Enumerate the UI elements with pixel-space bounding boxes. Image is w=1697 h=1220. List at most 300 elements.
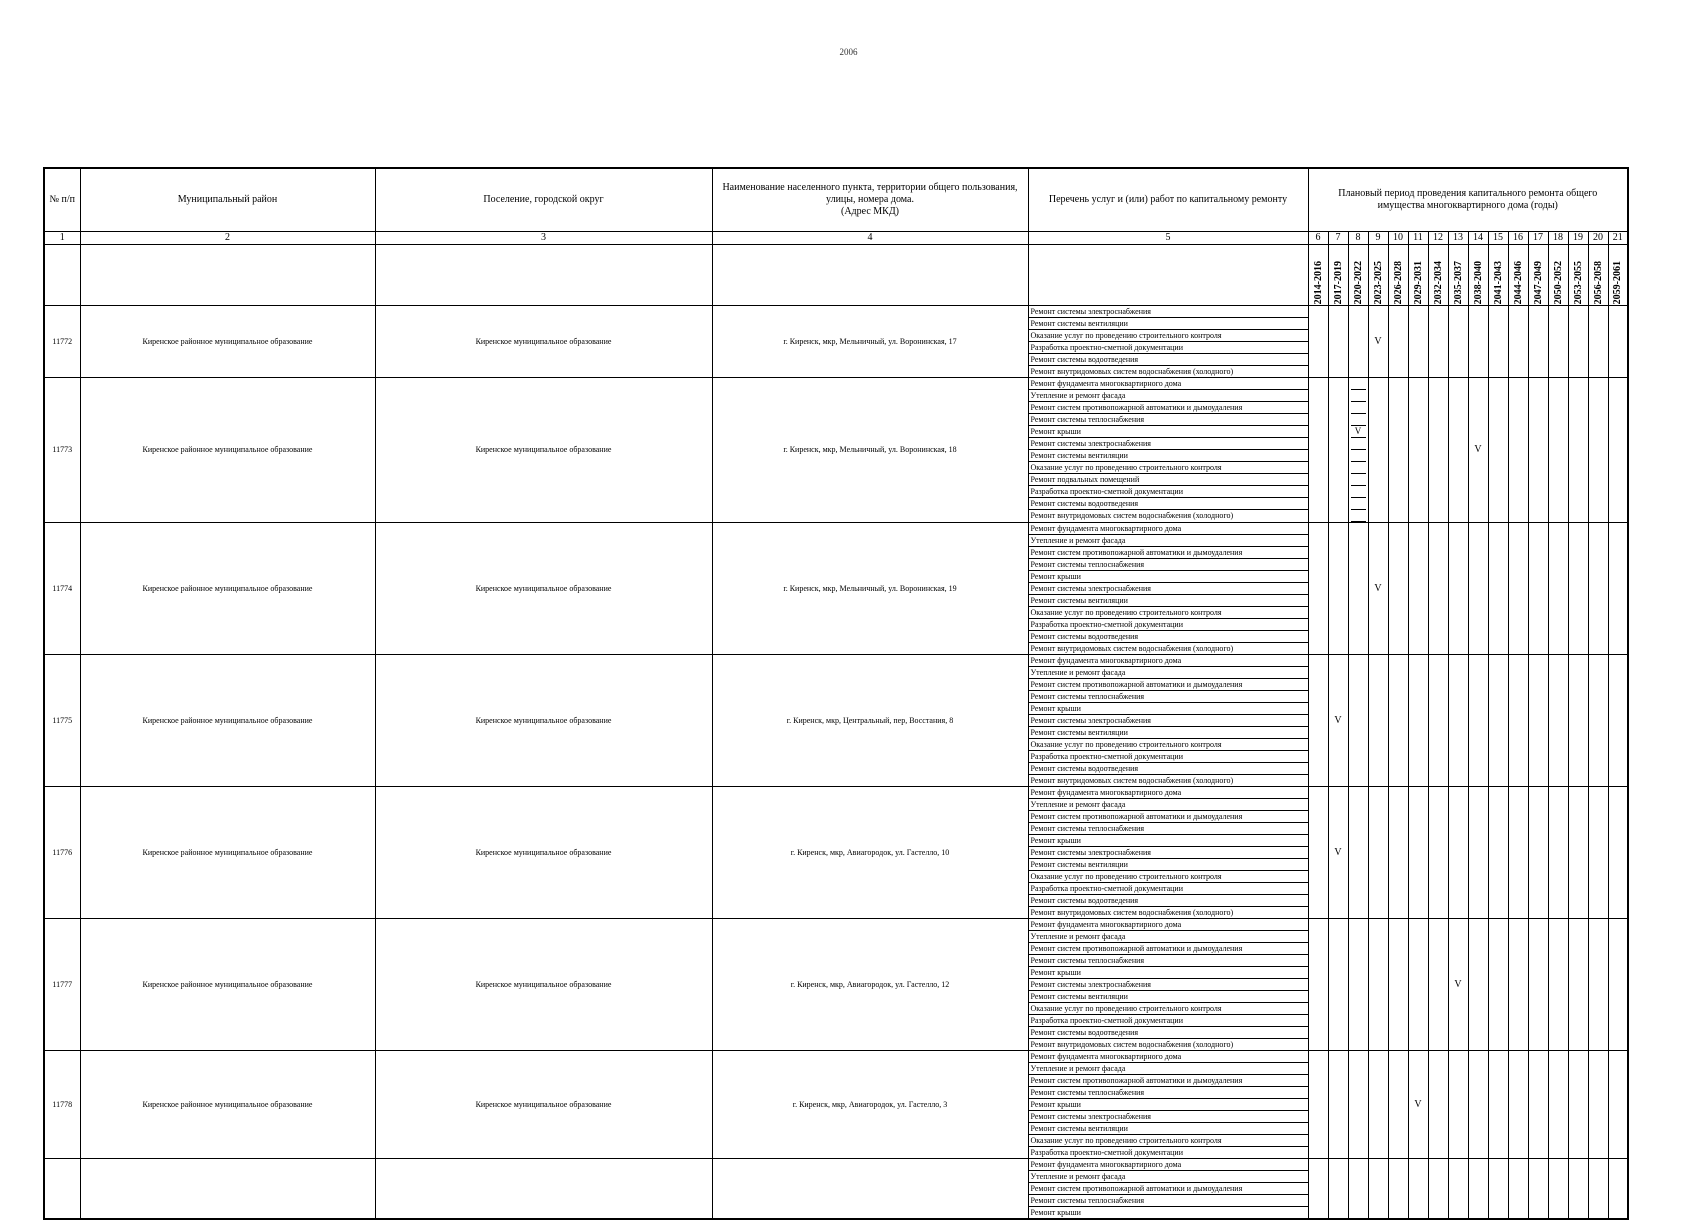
year-cell: [1488, 1050, 1508, 1158]
row-address: г. Киренск, мкр, Авиагородок, ул. Гастелло, 3: [712, 1050, 1028, 1158]
header-works: Перечень услуг и (или) работ по капитальному ремонту: [1028, 168, 1308, 231]
row-settlement: Киренское муниципальное образование: [375, 377, 712, 522]
year-cell: [1368, 918, 1388, 1050]
year-cell: [1308, 918, 1328, 1050]
table-row: [44, 377, 1628, 522]
year-cell: [1448, 522, 1468, 654]
row-settlement: Киренское муниципальное образование: [375, 522, 712, 654]
year-cell: [1548, 786, 1568, 918]
work-item: Ремонт крыши: [1029, 426, 1308, 438]
work-item: Ремонт системы водоотведения: [1029, 1027, 1308, 1039]
work-item: Ремонт системы вентиляции: [1029, 450, 1308, 462]
year-cell: [1508, 786, 1528, 918]
year-sub-line: [1351, 486, 1366, 498]
work-item: Ремонт системы вентиляции: [1029, 595, 1308, 607]
year-cell: [1448, 1050, 1468, 1158]
year-sub-line: [1351, 414, 1366, 426]
year-cell: [1308, 1158, 1328, 1219]
column-number-7: 7: [1328, 231, 1348, 244]
year-cell: [1528, 918, 1548, 1050]
year-cell: [1388, 1050, 1408, 1158]
year-cell: [1548, 377, 1568, 522]
year-cell: [1428, 654, 1448, 786]
year-cell: [1568, 654, 1588, 786]
year-range-header: [1468, 244, 1488, 305]
row-municipality: Киренское районное муниципальное образование: [80, 786, 375, 918]
row-settlement: Киренское муниципальное образование: [375, 1050, 712, 1158]
year-cell: [1308, 654, 1328, 786]
year-range-label: 2047-2049: [1532, 261, 1544, 305]
work-item: Ремонт внутридомовых систем водоснабжения (холодного): [1030, 366, 1234, 376]
year-cell: [1428, 522, 1448, 654]
row-works-list: [1028, 305, 1308, 377]
work-item: Ремонт подвальных помещений: [1029, 474, 1308, 486]
year-sub-line: [1351, 474, 1366, 486]
row-works-list: [1028, 918, 1308, 1050]
year-cell: [1388, 654, 1408, 786]
year-cell: [1308, 305, 1328, 377]
year-sub-line: [1351, 450, 1366, 462]
work-item: Ремонт фундамента многоквартирного дома: [1029, 1159, 1308, 1171]
work-item: Разработка проектно-сметной документации: [1029, 342, 1308, 354]
year-range-header: [1408, 244, 1428, 305]
work-item: Ремонт крыши: [1029, 1099, 1308, 1111]
work-item: Ремонт систем противопожарной автоматики и дымоудаления: [1029, 547, 1308, 559]
row-municipality: Киренское районное муниципальное образование: [80, 522, 375, 654]
column-number-19: 19: [1568, 231, 1588, 244]
header-number: № п/п: [44, 168, 80, 231]
year-sub-line: [1351, 498, 1366, 510]
work-item: Разработка проектно-сметной документации: [1029, 883, 1308, 895]
year-sub-line: [1351, 402, 1366, 414]
year-cell: [1388, 918, 1408, 1050]
year-cell: [1528, 1158, 1548, 1219]
year-sub-mark: V: [1351, 426, 1366, 438]
work-item: Ремонт системы теплоснабжения: [1029, 691, 1308, 703]
year-cell: [1528, 786, 1548, 918]
work-item: Ремонт системы вентиляции: [1029, 859, 1308, 871]
row-number: 11777: [44, 918, 80, 1050]
work-item: Разработка проектно-сметной документации: [1029, 619, 1308, 631]
year-cell: [1468, 522, 1488, 654]
year-range-label: 2020-2022: [1352, 261, 1364, 305]
work-item: Ремонт системы электроснабжения: [1029, 583, 1308, 595]
work-item: Ремонт системы электроснабжения: [1029, 1111, 1308, 1123]
year-cell: [1328, 1158, 1348, 1219]
work-item: Ремонт системы водоотведения: [1029, 498, 1308, 510]
year-range-label: 2053-2055: [1572, 261, 1584, 305]
column-number-10: 10: [1388, 231, 1408, 244]
column-number-8: 8: [1348, 231, 1368, 244]
column-number-16: 16: [1508, 231, 1528, 244]
work-item: Ремонт систем противопожарной автоматики и дымоудаления: [1029, 402, 1308, 414]
year-cell: [1328, 918, 1348, 1050]
year-cell: [1528, 377, 1548, 522]
year-cell: [1548, 1050, 1568, 1158]
year-row-blank: [375, 244, 712, 305]
year-cell: [1348, 305, 1368, 377]
year-cell: [1588, 1050, 1608, 1158]
year-range-label: 2044-2046: [1512, 261, 1524, 305]
work-item: Ремонт крыши: [1030, 1207, 1081, 1217]
row-municipality: Киренское районное муниципальное образование: [80, 305, 375, 377]
year-sub-line: [1351, 438, 1366, 450]
work-item: Ремонт системы электроснабжения: [1029, 847, 1308, 859]
work-item: Оказание услуг по проведению строительного контроля: [1029, 739, 1308, 751]
work-item: Ремонт крыши: [1029, 835, 1308, 847]
work-item: Ремонт внутридомовых систем водоснабжения (холодного): [1030, 510, 1234, 520]
year-cell: [1508, 1050, 1528, 1158]
year-cell: [1408, 305, 1428, 377]
year-cell: [1528, 654, 1548, 786]
year-cell: [1388, 305, 1408, 377]
header-planned-period: Плановый период проведения капитального ремонта общего имущества многоквартирного дома (годы): [1308, 168, 1628, 231]
year-cell: [1488, 522, 1508, 654]
year-range-header: [1328, 244, 1348, 305]
year-cell: [1508, 654, 1528, 786]
year-cell: [1368, 654, 1388, 786]
year-cell: [1408, 377, 1428, 522]
row-works-list: [1028, 377, 1308, 522]
year-cell: [1488, 377, 1508, 522]
work-item: Ремонт системы вентиляции: [1029, 1123, 1308, 1135]
year-cell: [1348, 918, 1368, 1050]
row-municipality: [80, 1158, 375, 1219]
work-item: Ремонт систем противопожарной автоматики и дымоудаления: [1029, 679, 1308, 691]
column-number-11: 11: [1408, 231, 1428, 244]
capital-repair-schedule-table: [43, 167, 1629, 1220]
table-row: [44, 522, 1628, 654]
work-item: Ремонт системы водоотведения: [1029, 354, 1308, 366]
year-cell: [1488, 786, 1508, 918]
year-cell: [1348, 786, 1368, 918]
row-number: 11773: [44, 377, 80, 522]
year-cell: [1608, 918, 1628, 1050]
year-row-blank: [1028, 244, 1308, 305]
year-cell: [1348, 1158, 1368, 1219]
year-cell: [1308, 786, 1328, 918]
year-cell: [1388, 377, 1408, 522]
year-cell: [1448, 1158, 1468, 1219]
year-range-label: 2059-2061: [1612, 261, 1624, 305]
year-cell: [1428, 1158, 1448, 1219]
column-number-15: 15: [1488, 231, 1508, 244]
work-item: Ремонт системы электроснабжения: [1029, 306, 1308, 318]
year-cell: [1548, 305, 1568, 377]
work-item: Ремонт системы электроснабжения: [1029, 979, 1308, 991]
column-number-18: 18: [1548, 231, 1568, 244]
table-row: [44, 786, 1628, 918]
year-cell: [1588, 377, 1608, 522]
year-cell: [1548, 654, 1568, 786]
year-cell: [1608, 1050, 1628, 1158]
year-mark: V: [1368, 305, 1388, 377]
year-cell: [1408, 1158, 1428, 1219]
year-cell: [1588, 918, 1608, 1050]
year-mark: V: [1448, 918, 1468, 1050]
row-number: 11776: [44, 786, 80, 918]
work-item: Ремонт систем противопожарной автоматики и дымоудаления: [1029, 943, 1308, 955]
year-cell: [1328, 522, 1348, 654]
year-mark: V: [1328, 654, 1348, 786]
work-item: Оказание услуг по проведению строительного контроля: [1029, 330, 1308, 342]
year-cell: [1508, 522, 1528, 654]
year-cell: [1428, 1050, 1448, 1158]
work-item: Ремонт фундамента многоквартирного дома: [1029, 523, 1308, 535]
column-number-14: 14: [1468, 231, 1488, 244]
year-cell: [1468, 786, 1488, 918]
year-cell: [1568, 1158, 1588, 1219]
year-mark: V: [1328, 786, 1348, 918]
year-cell: [1548, 1158, 1568, 1219]
year-range-header: [1368, 244, 1388, 305]
row-number: [44, 1158, 80, 1219]
row-number: 11778: [44, 1050, 80, 1158]
year-range-header: [1308, 244, 1328, 305]
year-cell: [1548, 522, 1568, 654]
header-municipality: Муниципальный район: [80, 168, 375, 231]
year-range-label: 2023-2025: [1372, 261, 1384, 305]
year-cell: [1488, 918, 1508, 1050]
row-municipality: Киренское районное муниципальное образование: [80, 654, 375, 786]
year-cell: [1348, 377, 1368, 522]
row-address: г. Киренск, мкр, Авиагородок, ул. Гастелло, 10: [712, 786, 1028, 918]
work-item: Ремонт систем противопожарной автоматики и дымоудаления: [1029, 811, 1308, 823]
year-cell: [1608, 1158, 1628, 1219]
year-cell: [1488, 1158, 1508, 1219]
row-works-list: [1028, 522, 1308, 654]
work-item: Оказание услуг по проведению строительного контроля: [1029, 607, 1308, 619]
year-cell: [1608, 522, 1628, 654]
work-item: Оказание услуг по проведению строительного контроля: [1029, 1003, 1308, 1015]
work-item: Ремонт фундамента многоквартирного дома: [1029, 787, 1308, 799]
year-cell: [1408, 522, 1428, 654]
column-number-20: 20: [1588, 231, 1608, 244]
year-cell: [1428, 377, 1448, 522]
row-address: г. Киренск, мкр, Мельничный, ул. Воронинская, 19: [712, 522, 1028, 654]
row-address: г. Киренск, мкр, Мельничный, ул. Воронинская, 18: [712, 377, 1028, 522]
year-cell: [1468, 654, 1488, 786]
year-row-blank: [712, 244, 1028, 305]
year-row-blank: [80, 244, 375, 305]
year-cell: [1348, 654, 1368, 786]
row-settlement: [375, 1158, 712, 1219]
work-item: Ремонт системы электроснабжения: [1029, 438, 1308, 450]
year-cell: [1408, 786, 1428, 918]
year-range-label: 2026-2028: [1392, 261, 1404, 305]
work-item: Ремонт фундамента многоквартирного дома: [1029, 378, 1308, 390]
work-item: Утепление и ремонт фасада: [1029, 535, 1308, 547]
work-item: Ремонт крыши: [1029, 571, 1308, 583]
work-item: Ремонт системы водоотведения: [1029, 631, 1308, 643]
table-row: [44, 1050, 1628, 1158]
year-cell: [1468, 1158, 1488, 1219]
year-cell: [1468, 1050, 1488, 1158]
column-number-row: [44, 231, 1628, 244]
work-item: Ремонт системы теплоснабжения: [1029, 823, 1308, 835]
work-item: Ремонт системы теплоснабжения: [1029, 414, 1308, 426]
year-cell: [1588, 1158, 1608, 1219]
year-cell: [1588, 654, 1608, 786]
work-item: Утепление и ремонт фасада: [1029, 931, 1308, 943]
year-cell: [1488, 305, 1508, 377]
year-cell: [1448, 377, 1468, 522]
year-range-header: [1568, 244, 1588, 305]
year-cell: [1528, 305, 1548, 377]
year-cell: [1568, 522, 1588, 654]
column-number-13: 13: [1448, 231, 1468, 244]
year-cell: [1428, 786, 1448, 918]
year-cell: [1588, 522, 1608, 654]
row-settlement: Киренское муниципальное образование: [375, 305, 712, 377]
year-range-label: 2050-2052: [1552, 261, 1564, 305]
header-address: Наименование населенного пункта, территории общего пользования, улицы, номера дома. (Адрес МКД): [712, 168, 1028, 231]
work-item: Ремонт системы электроснабжения: [1029, 715, 1308, 727]
year-range-header: [1348, 244, 1368, 305]
row-works-list: [1028, 654, 1308, 786]
year-cell: [1308, 522, 1328, 654]
year-cell: [1568, 377, 1588, 522]
work-item: Разработка проектно-сметной документации: [1029, 486, 1308, 498]
column-number-1: 1: [44, 231, 80, 244]
year-range-label: 2038-2040: [1472, 261, 1484, 305]
page-number: 2006: [839, 47, 858, 57]
year-range-label: 2017-2019: [1332, 261, 1344, 305]
column-number-21: 21: [1608, 231, 1628, 244]
work-item: Утепление и ремонт фасада: [1029, 667, 1308, 679]
work-item: Ремонт внутридомовых систем водоснабжения (холодного): [1030, 1039, 1234, 1049]
work-item: Оказание услуг по проведению строительного контроля: [1029, 1135, 1308, 1147]
row-address: г. Киренск, мкр, Центральный, пер, Восстания, 8: [712, 654, 1028, 786]
row-municipality: Киренское районное муниципальное образование: [80, 918, 375, 1050]
row-municipality: Киренское районное муниципальное образование: [80, 377, 375, 522]
year-cell: [1388, 522, 1408, 654]
year-cell: [1508, 918, 1528, 1050]
work-item: Ремонт фундамента многоквартирного дома: [1029, 1051, 1308, 1063]
year-range-row: [44, 244, 1628, 305]
year-range-label: 2056-2058: [1592, 261, 1604, 305]
year-cell: [1488, 654, 1508, 786]
year-sub-line: [1351, 378, 1366, 390]
year-cell: [1508, 1158, 1528, 1219]
work-item: Ремонт крыши: [1029, 703, 1308, 715]
work-item: Ремонт системы теплоснабжения: [1029, 1087, 1308, 1099]
work-item: Ремонт фундамента многоквартирного дома: [1029, 919, 1308, 931]
year-cell: [1528, 1050, 1548, 1158]
year-cell: [1588, 786, 1608, 918]
row-works-list: [1028, 786, 1308, 918]
work-item: Ремонт внутридомовых систем водоснабжения (холодного): [1030, 643, 1234, 653]
year-mark: V: [1468, 377, 1488, 522]
year-cell: [1368, 377, 1388, 522]
year-sub-line: [1351, 510, 1366, 522]
year-row-blank: [44, 244, 80, 305]
row-number: 11772: [44, 305, 80, 377]
row-address: г. Киренск, мкр, Авиагородок, ул. Гастелло, 12: [712, 918, 1028, 1050]
year-sub-line: [1351, 462, 1366, 474]
work-item: Ремонт системы вентиляции: [1029, 991, 1308, 1003]
year-range-label: 2032-2034: [1432, 261, 1444, 305]
work-item: Ремонт системы теплоснабжения: [1029, 559, 1308, 571]
year-cell: [1448, 654, 1468, 786]
year-cell: [1328, 305, 1348, 377]
year-cell: [1548, 918, 1568, 1050]
year-cell: [1348, 1050, 1368, 1158]
column-number-4: 4: [712, 231, 1028, 244]
year-cell: [1348, 522, 1368, 654]
work-item: Утепление и ремонт фасада: [1029, 1171, 1308, 1183]
work-item: Ремонт систем противопожарной автоматики и дымоудаления: [1029, 1075, 1308, 1087]
year-cell: [1568, 786, 1588, 918]
column-number-6: 6: [1308, 231, 1328, 244]
year-cell: [1568, 918, 1588, 1050]
year-cell: [1388, 1158, 1408, 1219]
year-sub-line: [1351, 390, 1366, 402]
work-item: Утепление и ремонт фасада: [1029, 799, 1308, 811]
year-range-header: [1548, 244, 1568, 305]
year-cell: [1408, 654, 1428, 786]
work-item: Ремонт системы теплоснабжения: [1029, 1195, 1308, 1207]
work-item: Ремонт крыши: [1029, 967, 1308, 979]
year-cell: [1608, 305, 1628, 377]
year-cell: [1468, 918, 1488, 1050]
work-item: Утепление и ремонт фасада: [1029, 390, 1308, 402]
row-address: г. Киренск, мкр, Мельничный, ул. Воронинская, 17: [712, 305, 1028, 377]
year-range-label: 2041-2043: [1492, 261, 1504, 305]
year-range-header: [1448, 244, 1468, 305]
year-mark: V: [1368, 522, 1388, 654]
year-cell: [1308, 377, 1328, 522]
column-number-17: 17: [1528, 231, 1548, 244]
year-mark: V: [1408, 1050, 1428, 1158]
row-number: 11774: [44, 522, 80, 654]
work-item: Ремонт внутридомовых систем водоснабжения (холодного): [1030, 775, 1234, 785]
column-number-3: 3: [375, 231, 712, 244]
table-row: [44, 1158, 1628, 1219]
year-cell: [1388, 786, 1408, 918]
year-cell: [1588, 305, 1608, 377]
year-cell: [1608, 654, 1628, 786]
year-range-header: [1608, 244, 1628, 305]
year-cell: [1448, 305, 1468, 377]
year-range-header: [1528, 244, 1548, 305]
row-settlement: Киренское муниципальное образование: [375, 786, 712, 918]
table-row: [44, 654, 1628, 786]
year-cell: [1608, 786, 1628, 918]
work-item: Ремонт систем противопожарной автоматики и дымоудаления: [1029, 1183, 1308, 1195]
year-cell: [1368, 1158, 1388, 1219]
column-number-2: 2: [80, 231, 375, 244]
year-range-label: 2029-2031: [1412, 261, 1424, 305]
row-address: [712, 1158, 1028, 1219]
work-item: Разработка проектно-сметной документации: [1030, 1147, 1183, 1157]
row-settlement: Киренское муниципальное образование: [375, 918, 712, 1050]
column-number-12: 12: [1428, 231, 1448, 244]
row-municipality: Киренское районное муниципальное образование: [80, 1050, 375, 1158]
year-cell: [1428, 918, 1448, 1050]
work-item: Ремонт фундамента многоквартирного дома: [1029, 655, 1308, 667]
work-item: Ремонт системы вентиляции: [1029, 727, 1308, 739]
work-item: Утепление и ремонт фасада: [1029, 1063, 1308, 1075]
year-range-header: [1428, 244, 1448, 305]
year-cell: [1428, 305, 1448, 377]
year-range-label: 2014-2016: [1312, 261, 1324, 305]
work-item: Разработка проектно-сметной документации: [1029, 1015, 1308, 1027]
year-cell: [1468, 305, 1488, 377]
year-cell: [1448, 786, 1468, 918]
work-item: Ремонт системы теплоснабжения: [1029, 955, 1308, 967]
column-number-9: 9: [1368, 231, 1388, 244]
